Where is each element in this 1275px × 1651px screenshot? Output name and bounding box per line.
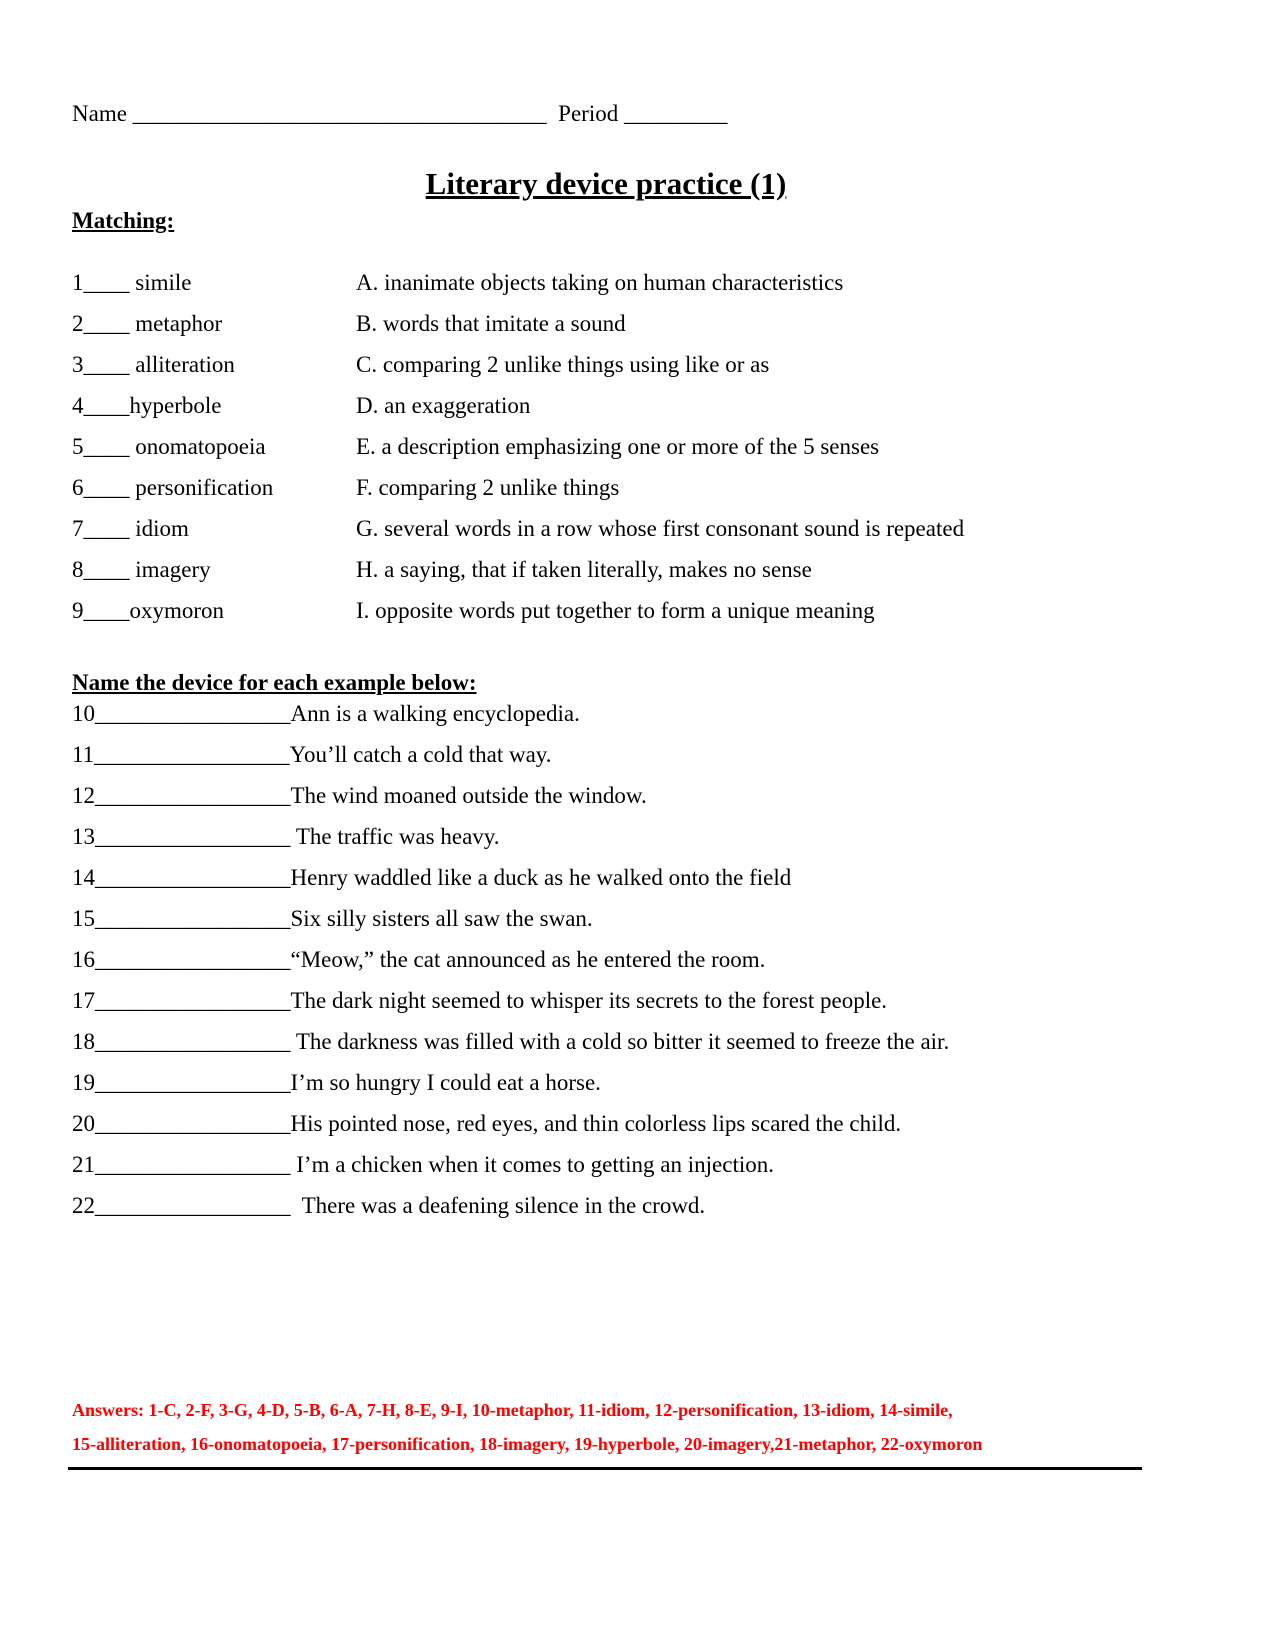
matching-term[interactable]: 3____ alliteration: [72, 352, 235, 377]
example-item[interactable]: 18_________________ The darkness was filled with a cold so bitter it seemed to freeze the air.: [72, 1029, 950, 1054]
matching-term[interactable]: 2____ metaphor: [72, 311, 223, 336]
matching-term[interactable]: 9____oxymoron: [72, 598, 225, 623]
example-item[interactable]: 21_________________ I’m a chicken when it comes to getting an injection.: [72, 1152, 774, 1177]
example-item[interactable]: 10_________________Ann is a walking encyclopedia.: [72, 701, 580, 726]
example-item[interactable]: 16_________________“Meow,” the cat announced as he entered the room.: [72, 947, 766, 972]
example-item[interactable]: 12_________________The wind moaned outside the window.: [72, 783, 647, 808]
example-item[interactable]: 19_________________I’m so hungry I could eat a horse.: [72, 1070, 601, 1095]
example-item[interactable]: 15_________________Six silly sisters all saw the swan.: [72, 906, 593, 931]
matching-definition: D. an exaggeration: [356, 393, 531, 418]
matching-definition: E. a description emphasizing one or more of the 5 senses: [356, 434, 880, 459]
answer-key-line-2: 15-alliteration, 16-onomatopoeia, 17-personification, 18-imagery, 19-hyperbole, 20-imagery,21-metaphor, 22-oxymoron: [72, 1434, 983, 1454]
matching-term[interactable]: 7____ idiom: [72, 516, 189, 541]
answer-key-line-1: Answers: 1-C, 2-F, 3-G, 4-D, 5-B, 6-A, 7-H, 8-E, 9-I, 10-metaphor, 11-idiom, 12-personification, 13-idiom, 14-simile,: [72, 1400, 953, 1420]
example-item[interactable]: 20_________________His pointed nose, red eyes, and thin colorless lips scared the child.: [72, 1111, 902, 1136]
matching-term[interactable]: 6____ personification: [72, 475, 274, 500]
example-item[interactable]: 11_________________You’ll catch a cold that way.: [72, 742, 552, 767]
example-item[interactable]: 14_________________Henry waddled like a duck as he walked onto the field: [72, 865, 792, 890]
matching-definition: F. comparing 2 unlike things: [356, 475, 620, 500]
matching-term[interactable]: 8____ imagery: [72, 557, 211, 582]
matching-definition: B. words that imitate a sound: [356, 311, 626, 336]
name-period-line[interactable]: Name ____________________________________ Period _________: [72, 101, 728, 126]
matching-definition: H. a saying, that if taken literally, makes no sense: [356, 557, 812, 582]
matching-definition: A. inanimate objects taking on human characteristics: [356, 270, 844, 295]
matching-term[interactable]: 1____ simile: [72, 270, 192, 295]
matching-heading: Matching:: [72, 208, 175, 233]
matching-definition: G. several words in a row whose first consonant sound is repeated: [356, 516, 965, 541]
example-item[interactable]: 13_________________ The traffic was heavy.: [72, 824, 500, 849]
matching-definition: C. comparing 2 unlike things using like or as: [356, 352, 770, 377]
example-item[interactable]: 22_________________ There was a deafening silence in the crowd.: [72, 1193, 706, 1218]
matching-term[interactable]: 5____ onomatopoeia: [72, 434, 266, 459]
page-title: Literary device practice (1): [425, 166, 787, 201]
bottom-rule: [68, 1467, 1142, 1470]
example-item[interactable]: 17_________________The dark night seemed to whisper its secrets to the forest people.: [72, 988, 888, 1013]
matching-definition: I. opposite words put together to form a unique meaning: [356, 598, 875, 623]
examples-heading: Name the device for each example below:: [72, 670, 477, 695]
matching-term[interactable]: 4____hyperbole: [72, 393, 222, 418]
